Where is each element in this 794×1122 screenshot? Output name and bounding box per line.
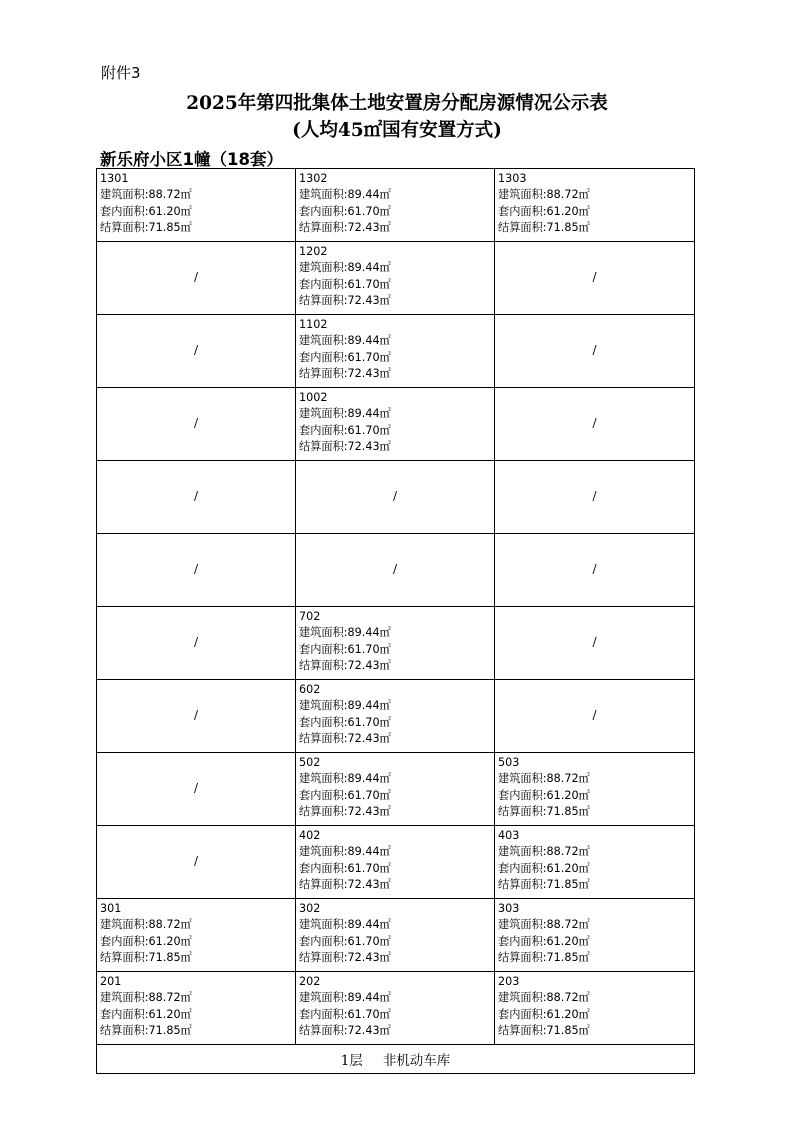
unit-line: [498, 204, 694, 220]
unit-line: [100, 204, 295, 220]
unit-number: 302: [299, 902, 321, 915]
unit-info: [296, 169, 494, 236]
unit-info: [296, 826, 494, 893]
settle-area-value: 71.85㎡: [546, 877, 590, 891]
unit-line: [100, 990, 295, 1006]
build-area-label: 建筑面积:: [100, 991, 149, 1005]
unit-line: [299, 698, 494, 714]
unit-number: 403: [498, 829, 520, 842]
settle-area-label: 结算面积:: [100, 950, 149, 964]
unit-info: [495, 169, 694, 236]
unit-number: 1302: [299, 172, 328, 185]
build-area-value: 89.44㎡: [347, 991, 391, 1005]
unit-line: [498, 861, 694, 877]
unit-line: [299, 439, 494, 455]
inner-area-value: 61.70㎡: [347, 861, 391, 875]
build-area-label: 建筑面积:: [299, 918, 348, 932]
unit-info: [296, 242, 494, 309]
inner-area-value: 61.20㎡: [546, 934, 590, 948]
table-row: [97, 169, 695, 242]
unit-line: [299, 804, 494, 820]
settle-area-value: 71.85㎡: [148, 1023, 192, 1037]
unit-line: [299, 682, 494, 698]
unit-number: 503: [498, 756, 520, 769]
empty-mark: /: [592, 416, 597, 430]
inner-area-label: 套内面积:: [299, 934, 348, 948]
unit-line: [299, 658, 494, 674]
settle-area-label: 结算面积:: [299, 293, 348, 307]
unit-line: [498, 950, 694, 966]
unit-line: [498, 990, 694, 1006]
build-area-value: 88.72㎡: [546, 991, 590, 1005]
settle-area-value: 71.85㎡: [546, 220, 590, 234]
build-area-label: 建筑面积:: [498, 991, 547, 1005]
unit-line: [299, 917, 494, 933]
table-row: [97, 972, 695, 1045]
unit-line: [498, 187, 694, 203]
unit-line: [299, 293, 494, 309]
empty-cell: [97, 534, 296, 607]
build-area-value: 88.72㎡: [148, 188, 192, 202]
inner-area-value: 61.70㎡: [347, 788, 391, 802]
inner-area-value: 61.70㎡: [347, 715, 391, 729]
page-subtitle: (人均45㎡国有安置方式): [292, 120, 502, 141]
unit-line: [299, 333, 494, 349]
unit-line: [299, 171, 494, 187]
inner-area-label: 套内面积:: [100, 934, 149, 948]
unit-line: [299, 277, 494, 293]
table-row: [97, 242, 695, 315]
settle-area-value: 72.43㎡: [347, 877, 391, 891]
build-area-value: 88.72㎡: [148, 991, 192, 1005]
empty-cell: [97, 680, 296, 753]
empty-cell: [97, 461, 296, 534]
unit-cell: [296, 169, 495, 242]
unit-info: [97, 899, 295, 966]
footer-cell: [97, 1045, 695, 1074]
settle-area-value: 71.85㎡: [546, 804, 590, 818]
footer-row: [97, 1045, 695, 1074]
inner-area-label: 套内面积:: [299, 277, 348, 291]
build-area-label: 建筑面积:: [299, 188, 348, 202]
inner-area-label: 套内面积:: [299, 1007, 348, 1021]
inner-area-value: 61.20㎡: [148, 204, 192, 218]
inner-area-label: 套内面积:: [299, 350, 348, 364]
unit-line: [299, 244, 494, 260]
settle-area-value: 72.43㎡: [347, 1023, 391, 1037]
unit-cell: [495, 169, 695, 242]
build-area-label: 建筑面积:: [299, 626, 348, 640]
settle-area-label: 结算面积:: [498, 877, 547, 891]
build-area-value: 89.44㎡: [347, 772, 391, 786]
unit-line: [299, 755, 494, 771]
empty-cell: [97, 242, 296, 315]
unit-number: 303: [498, 902, 520, 915]
inner-area-label: 套内面积:: [100, 1007, 149, 1021]
inner-area-value: 61.70㎡: [347, 934, 391, 948]
inner-area-value: 61.70㎡: [347, 277, 391, 291]
unit-info: [296, 315, 494, 382]
unit-line: [498, 220, 694, 236]
build-area-label: 建筑面积:: [299, 407, 348, 421]
unit-number: 1102: [299, 318, 328, 331]
build-area-value: 89.44㎡: [347, 188, 391, 202]
inner-area-value: 61.70㎡: [347, 642, 391, 656]
settle-area-value: 71.85㎡: [148, 950, 192, 964]
settle-area-value: 72.43㎡: [347, 439, 391, 453]
empty-cell: [97, 753, 296, 826]
unit-info: [296, 753, 494, 820]
unit-line: [299, 390, 494, 406]
empty-mark: /: [592, 562, 597, 576]
unit-line: [100, 950, 295, 966]
empty-cell: [495, 388, 695, 461]
unit-line: [100, 171, 295, 187]
empty-mark: /: [592, 489, 597, 503]
unit-line: [498, 934, 694, 950]
empty-cell: [495, 534, 695, 607]
unit-number: 1303: [498, 172, 527, 185]
footer-floor: 1层: [340, 1053, 363, 1069]
unit-cell: [495, 753, 695, 826]
unit-line: [299, 366, 494, 382]
unit-line: [498, 771, 694, 787]
unit-line: [498, 804, 694, 820]
unit-line: [299, 990, 494, 1006]
build-area-value: 89.44㎡: [347, 407, 391, 421]
unit-line: [299, 317, 494, 333]
unit-line: [299, 642, 494, 658]
unit-cell: [296, 315, 495, 388]
empty-cell: [495, 680, 695, 753]
inner-area-value: 61.70㎡: [347, 350, 391, 364]
unit-number: 702: [299, 610, 321, 623]
unit-number: 1202: [299, 245, 328, 258]
unit-line: [498, 974, 694, 990]
settle-area-value: 72.43㎡: [347, 731, 391, 745]
build-area-value: 88.72㎡: [546, 772, 590, 786]
unit-cell: [296, 826, 495, 899]
settle-area-label: 结算面积:: [299, 1023, 348, 1037]
unit-cell: [296, 972, 495, 1045]
table-row: [97, 534, 695, 607]
page-title: 2025年第四批集体土地安置房分配房源情况公示表: [186, 93, 608, 114]
empty-mark: /: [193, 489, 199, 503]
inner-area-label: 套内面积:: [299, 423, 348, 437]
unit-line: [498, 1007, 694, 1023]
unit-line: [299, 609, 494, 625]
unit-line: [100, 917, 295, 933]
unit-line: [498, 901, 694, 917]
settle-area-value: 71.85㎡: [148, 220, 192, 234]
unit-line: [299, 844, 494, 860]
inner-area-value: 61.20㎡: [148, 1007, 192, 1021]
empty-cell: [296, 534, 495, 607]
unit-line: [299, 350, 494, 366]
unit-number: 402: [299, 829, 321, 842]
unit-number: 602: [299, 683, 321, 696]
unit-cell: [97, 899, 296, 972]
unit-line: [299, 204, 494, 220]
empty-cell: [495, 461, 695, 534]
unit-number: 1301: [100, 172, 129, 185]
empty-mark: /: [392, 562, 398, 576]
build-area-value: 88.72㎡: [546, 918, 590, 932]
unit-info: [495, 899, 694, 966]
inner-area-label: 套内面积:: [299, 861, 348, 875]
inner-area-label: 套内面积:: [498, 788, 547, 802]
unit-table: [96, 168, 695, 1074]
unit-line: [498, 917, 694, 933]
unit-line: [299, 187, 494, 203]
empty-cell: [495, 242, 695, 315]
inner-area-label: 套内面积:: [299, 642, 348, 656]
settle-area-value: 71.85㎡: [546, 1023, 590, 1037]
empty-mark: /: [592, 270, 597, 284]
empty-cell: [296, 461, 495, 534]
unit-cell: [296, 753, 495, 826]
build-area-value: 89.44㎡: [347, 918, 391, 932]
settle-area-label: 结算面积:: [299, 877, 348, 891]
table-row: [97, 899, 695, 972]
empty-mark: /: [193, 781, 199, 795]
settle-area-value: 72.43㎡: [347, 658, 391, 672]
build-area-label: 建筑面积:: [498, 188, 547, 202]
inner-area-label: 套内面积:: [299, 715, 348, 729]
unit-line: [299, 1023, 494, 1039]
build-area-label: 建筑面积:: [100, 918, 149, 932]
settle-area-label: 结算面积:: [498, 220, 547, 234]
inner-area-label: 套内面积:: [498, 204, 547, 218]
inner-area-label: 套内面积:: [498, 1007, 547, 1021]
build-area-value: 88.72㎡: [546, 188, 590, 202]
unit-line: [498, 844, 694, 860]
inner-area-label: 套内面积:: [498, 861, 547, 875]
build-area-label: 建筑面积:: [498, 845, 547, 859]
unit-line: [299, 788, 494, 804]
build-area-value: 88.72㎡: [546, 845, 590, 859]
build-area-label: 建筑面积:: [299, 261, 348, 275]
settle-area-label: 结算面积:: [299, 658, 348, 672]
settle-area-label: 结算面积:: [498, 1023, 547, 1037]
table-row: [97, 826, 695, 899]
build-area-value: 89.44㎡: [347, 626, 391, 640]
unit-line: [498, 828, 694, 844]
build-area-value: 89.44㎡: [347, 334, 391, 348]
unit-line: [299, 406, 494, 422]
inner-area-label: 套内面积:: [100, 204, 149, 218]
unit-line: [299, 731, 494, 747]
unit-cell: [296, 899, 495, 972]
unit-info: [495, 972, 694, 1039]
empty-mark: /: [193, 562, 199, 576]
unit-line: [498, 1023, 694, 1039]
unit-line: [100, 1007, 295, 1023]
unit-cell: [296, 607, 495, 680]
unit-info: [296, 680, 494, 747]
unit-line: [299, 901, 494, 917]
unit-line: [299, 423, 494, 439]
unit-cell: [296, 388, 495, 461]
unit-line: [299, 715, 494, 731]
empty-cell: [97, 607, 296, 680]
settle-area-label: 结算面积:: [100, 220, 149, 234]
inner-area-value: 61.20㎡: [546, 788, 590, 802]
unit-number: 201: [100, 975, 122, 988]
inner-area-label: 套内面积:: [498, 934, 547, 948]
empty-mark: /: [392, 489, 398, 503]
building-title: 新乐府小区1幢（18套）: [100, 150, 283, 169]
empty-mark: /: [193, 635, 199, 649]
settle-area-value: 72.43㎡: [347, 293, 391, 307]
attachment-label: 附件3: [101, 64, 141, 82]
unit-line: [100, 1023, 295, 1039]
unit-number: 1002: [299, 391, 328, 404]
unit-line: [100, 187, 295, 203]
unit-line: [299, 950, 494, 966]
unit-line: [299, 934, 494, 950]
unit-cell: [296, 242, 495, 315]
unit-line: [299, 877, 494, 893]
build-area-label: 建筑面积:: [498, 918, 547, 932]
unit-info: [296, 972, 494, 1039]
table-row: [97, 680, 695, 753]
settle-area-label: 结算面积:: [498, 950, 547, 964]
empty-mark: /: [193, 708, 199, 722]
unit-info: [495, 826, 694, 893]
build-area-value: 89.44㎡: [347, 261, 391, 275]
inner-area-label: 套内面积:: [299, 788, 348, 802]
settle-area-value: 72.43㎡: [347, 804, 391, 818]
inner-area-value: 61.20㎡: [546, 204, 590, 218]
table-row: [97, 607, 695, 680]
unit-line: [299, 625, 494, 641]
unit-number: 301: [100, 902, 122, 915]
settle-area-value: 72.43㎡: [347, 220, 391, 234]
unit-line: [299, 828, 494, 844]
build-area-label: 建筑面积:: [299, 699, 348, 713]
settle-area-label: 结算面积:: [299, 220, 348, 234]
build-area-label: 建筑面积:: [299, 334, 348, 348]
unit-info: [296, 388, 494, 455]
build-area-label: 建筑面积:: [299, 845, 348, 859]
settle-area-label: 结算面积:: [299, 366, 348, 380]
table-row: [97, 315, 695, 388]
settle-area-value: 72.43㎡: [347, 366, 391, 380]
settle-area-label: 结算面积:: [498, 804, 547, 818]
empty-mark: /: [592, 635, 597, 649]
build-area-label: 建筑面积:: [299, 772, 348, 786]
inner-area-value: 61.70㎡: [347, 423, 391, 437]
unit-number: 502: [299, 756, 321, 769]
build-area-value: 88.72㎡: [148, 918, 192, 932]
unit-line: [498, 171, 694, 187]
unit-line: [299, 861, 494, 877]
settle-area-value: 72.43㎡: [347, 950, 391, 964]
unit-cell: [97, 972, 296, 1045]
settle-area-label: 结算面积:: [100, 1023, 149, 1037]
build-area-label: 建筑面积:: [498, 772, 547, 786]
build-area-label: 建筑面积:: [100, 188, 149, 202]
unit-info: [296, 899, 494, 966]
unit-line: [498, 755, 694, 771]
unit-line: [100, 934, 295, 950]
build-area-value: 89.44㎡: [347, 845, 391, 859]
unit-line: [299, 1007, 494, 1023]
settle-area-label: 结算面积:: [299, 439, 348, 453]
empty-cell: [97, 388, 296, 461]
settle-area-label: 结算面积:: [299, 731, 348, 745]
empty-cell: [495, 607, 695, 680]
empty-cell: [495, 315, 695, 388]
empty-mark: /: [592, 343, 597, 357]
inner-area-value: 61.20㎡: [546, 861, 590, 875]
unit-cell: [296, 680, 495, 753]
unit-line: [299, 771, 494, 787]
unit-line: [100, 974, 295, 990]
empty-cell: [97, 826, 296, 899]
unit-line: [100, 901, 295, 917]
empty-mark: /: [193, 343, 199, 357]
unit-cell: [495, 826, 695, 899]
inner-area-value: 61.20㎡: [546, 1007, 590, 1021]
empty-mark: /: [193, 270, 199, 284]
settle-area-value: 71.85㎡: [546, 950, 590, 964]
unit-info: [97, 972, 295, 1039]
unit-line: [299, 260, 494, 276]
build-area-value: 89.44㎡: [347, 699, 391, 713]
empty-mark: /: [193, 416, 199, 430]
table-row: [97, 461, 695, 534]
table-row: [97, 388, 695, 461]
unit-line: [299, 974, 494, 990]
table-row: [97, 753, 695, 826]
settle-area-label: 结算面积:: [299, 950, 348, 964]
empty-cell: [97, 315, 296, 388]
empty-mark: /: [592, 708, 597, 722]
unit-info: [97, 169, 295, 236]
unit-info: [296, 607, 494, 674]
unit-number: 203: [498, 975, 520, 988]
unit-line: [100, 220, 295, 236]
unit-cell: [97, 169, 296, 242]
unit-cell: [495, 899, 695, 972]
unit-number: 202: [299, 975, 321, 988]
unit-line: [498, 788, 694, 804]
inner-area-value: 61.70㎡: [347, 204, 391, 218]
inner-area-value: 61.70㎡: [347, 1007, 391, 1021]
unit-line: [299, 220, 494, 236]
unit-cell: [495, 972, 695, 1045]
footer-use: 非机动车库: [382, 1053, 451, 1069]
unit-line: [498, 877, 694, 893]
inner-area-value: 61.20㎡: [148, 934, 192, 948]
settle-area-label: 结算面积:: [299, 804, 348, 818]
build-area-label: 建筑面积:: [299, 991, 348, 1005]
unit-info: [495, 753, 694, 820]
empty-mark: /: [193, 854, 199, 868]
inner-area-label: 套内面积:: [299, 204, 348, 218]
